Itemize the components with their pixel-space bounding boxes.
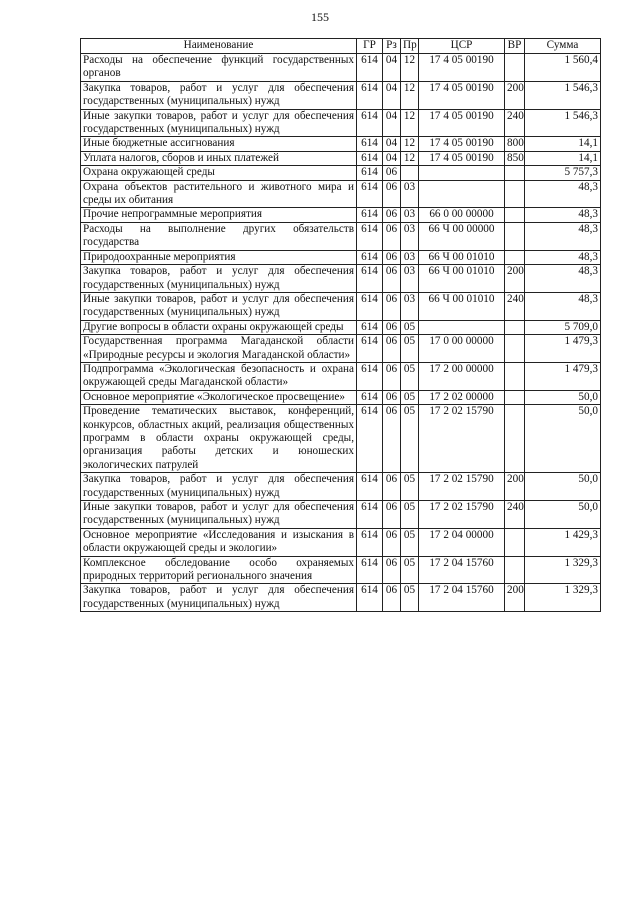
cell-rz: 04 xyxy=(383,137,401,151)
header-vr: ВР xyxy=(505,39,525,54)
cell-vr xyxy=(505,180,525,208)
cell-pr: 05 xyxy=(401,320,419,334)
cell-gr: 614 xyxy=(357,208,383,222)
cell-sum: 48,3 xyxy=(525,222,601,250)
table-row xyxy=(81,501,601,529)
cell-sum: 14,1 xyxy=(525,151,601,165)
cell-pr: 05 xyxy=(401,362,419,390)
table-row xyxy=(81,81,601,109)
cell-rz: 06 xyxy=(383,320,401,334)
cell-pr: 05 xyxy=(401,556,419,584)
cell-gr: 614 xyxy=(357,405,383,473)
cell-gr: 614 xyxy=(357,222,383,250)
cell-pr xyxy=(401,166,419,180)
cell-pr: 03 xyxy=(401,180,419,208)
cell-vr xyxy=(505,556,525,584)
cell-pr: 03 xyxy=(401,250,419,264)
cell-sum: 1 560,4 xyxy=(525,54,601,82)
header-gr: ГР xyxy=(357,39,383,54)
table-row xyxy=(81,390,601,404)
table-row xyxy=(81,151,601,165)
cell-sum: 1 329,3 xyxy=(525,556,601,584)
cell-csr: 66 Ч 00 00000 xyxy=(419,222,505,250)
cell-vr xyxy=(505,208,525,222)
cell-pr: 05 xyxy=(401,405,419,473)
cell-rz: 06 xyxy=(383,473,401,501)
cell-gr: 614 xyxy=(357,473,383,501)
table-row xyxy=(81,405,601,473)
cell-gr: 614 xyxy=(357,166,383,180)
cell-csr: 17 4 05 00190 xyxy=(419,54,505,82)
cell-name: Расходы на выполнение других обязательств государства xyxy=(81,222,357,250)
cell-rz: 06 xyxy=(383,222,401,250)
cell-sum: 48,3 xyxy=(525,180,601,208)
budget-table xyxy=(80,38,601,612)
cell-gr: 614 xyxy=(357,109,383,137)
cell-rz: 06 xyxy=(383,556,401,584)
cell-name: Закупка товаров, работ и услуг для обеспечения государственных (муниципальных) нужд xyxy=(81,81,357,109)
cell-csr: 17 4 05 00190 xyxy=(419,81,505,109)
cell-sum: 1 429,3 xyxy=(525,528,601,556)
table-row xyxy=(81,208,601,222)
cell-name: Природоохранные мероприятия xyxy=(81,250,357,264)
header-name: Наименование xyxy=(81,39,357,54)
cell-vr: 240 xyxy=(505,292,525,320)
cell-csr: 17 4 05 00190 xyxy=(419,109,505,137)
table-row xyxy=(81,584,601,612)
header-csr: ЦСР xyxy=(419,39,505,54)
cell-gr: 614 xyxy=(357,81,383,109)
cell-vr: 850 xyxy=(505,151,525,165)
cell-csr: 17 2 02 15790 xyxy=(419,473,505,501)
table-body xyxy=(81,54,601,612)
cell-sum: 48,3 xyxy=(525,250,601,264)
cell-pr: 05 xyxy=(401,501,419,529)
cell-pr: 03 xyxy=(401,208,419,222)
cell-name: Закупка товаров, работ и услуг для обеспечения государственных (муниципальных) нужд xyxy=(81,265,357,293)
cell-sum: 48,3 xyxy=(525,208,601,222)
cell-sum: 5 709,0 xyxy=(525,320,601,334)
cell-pr: 03 xyxy=(401,222,419,250)
cell-name: Закупка товаров, работ и услуг для обеспечения государственных (муниципальных) нужд xyxy=(81,473,357,501)
cell-vr xyxy=(505,335,525,363)
cell-csr xyxy=(419,166,505,180)
cell-csr: 66 0 00 00000 xyxy=(419,208,505,222)
cell-vr: 200 xyxy=(505,81,525,109)
cell-name: Иные закупки товаров, работ и услуг для обеспечения государственных (муниципальных) нужд xyxy=(81,109,357,137)
cell-gr: 614 xyxy=(357,151,383,165)
cell-pr: 12 xyxy=(401,137,419,151)
table-row xyxy=(81,528,601,556)
cell-vr xyxy=(505,250,525,264)
cell-rz: 06 xyxy=(383,405,401,473)
table-row xyxy=(81,109,601,137)
cell-gr: 614 xyxy=(357,556,383,584)
cell-sum: 1 546,3 xyxy=(525,109,601,137)
cell-pr: 12 xyxy=(401,109,419,137)
cell-rz: 06 xyxy=(383,528,401,556)
cell-vr: 800 xyxy=(505,137,525,151)
cell-pr: 03 xyxy=(401,292,419,320)
cell-pr: 12 xyxy=(401,54,419,82)
cell-vr: 200 xyxy=(505,473,525,501)
cell-sum: 14,1 xyxy=(525,137,601,151)
cell-csr xyxy=(419,320,505,334)
cell-sum: 50,0 xyxy=(525,501,601,529)
cell-name: Основное мероприятие «Экологическое просвещение» xyxy=(81,390,357,404)
cell-vr: 200 xyxy=(505,265,525,293)
cell-sum: 5 757,3 xyxy=(525,166,601,180)
cell-rz: 06 xyxy=(383,362,401,390)
cell-csr: 17 2 02 15790 xyxy=(419,501,505,529)
cell-gr: 614 xyxy=(357,362,383,390)
cell-rz: 06 xyxy=(383,390,401,404)
cell-vr xyxy=(505,528,525,556)
cell-name: Другие вопросы в области охраны окружающей среды xyxy=(81,320,357,334)
cell-csr: 17 4 05 00190 xyxy=(419,137,505,151)
cell-rz: 06 xyxy=(383,265,401,293)
cell-vr xyxy=(505,405,525,473)
cell-name: Закупка товаров, работ и услуг для обеспечения государственных (муниципальных) нужд xyxy=(81,584,357,612)
cell-name: Подпрограмма «Экологическая безопасность и охрана окружающей среды Магаданской области» xyxy=(81,362,357,390)
cell-gr: 614 xyxy=(357,528,383,556)
cell-vr xyxy=(505,166,525,180)
cell-gr: 614 xyxy=(357,335,383,363)
cell-rz: 04 xyxy=(383,109,401,137)
cell-pr: 05 xyxy=(401,528,419,556)
cell-csr: 17 2 02 15790 xyxy=(419,405,505,473)
cell-gr: 614 xyxy=(357,320,383,334)
cell-csr: 66 Ч 00 01010 xyxy=(419,265,505,293)
cell-name: Иные бюджетные ассигнования xyxy=(81,137,357,151)
cell-pr: 03 xyxy=(401,265,419,293)
header-pr: Пр xyxy=(401,39,419,54)
cell-rz: 06 xyxy=(383,292,401,320)
cell-vr xyxy=(505,222,525,250)
cell-sum: 50,0 xyxy=(525,405,601,473)
cell-csr: 17 2 02 00000 xyxy=(419,390,505,404)
cell-gr: 614 xyxy=(357,584,383,612)
cell-sum: 48,3 xyxy=(525,265,601,293)
cell-name: Прочие непрограммные мероприятия xyxy=(81,208,357,222)
table-row xyxy=(81,473,601,501)
cell-gr: 614 xyxy=(357,137,383,151)
cell-name: Иные закупки товаров, работ и услуг для обеспечения государственных (муниципальных) нужд xyxy=(81,292,357,320)
cell-vr xyxy=(505,320,525,334)
table-row xyxy=(81,222,601,250)
table-header-row xyxy=(81,39,601,54)
cell-rz: 04 xyxy=(383,54,401,82)
cell-vr xyxy=(505,54,525,82)
table-row xyxy=(81,320,601,334)
cell-vr: 240 xyxy=(505,109,525,137)
page-number: 155 xyxy=(311,10,329,24)
cell-csr: 17 4 05 00190 xyxy=(419,151,505,165)
cell-name: Основное мероприятие «Исследования и изыскания в области окружающей среды и экологии» xyxy=(81,528,357,556)
header-sum: Сумма xyxy=(525,39,601,54)
cell-gr: 614 xyxy=(357,250,383,264)
cell-pr: 12 xyxy=(401,151,419,165)
table-row xyxy=(81,335,601,363)
cell-rz: 06 xyxy=(383,250,401,264)
cell-sum: 50,0 xyxy=(525,390,601,404)
cell-vr xyxy=(505,362,525,390)
cell-rz: 06 xyxy=(383,584,401,612)
cell-gr: 614 xyxy=(357,292,383,320)
cell-rz: 06 xyxy=(383,166,401,180)
cell-gr: 614 xyxy=(357,501,383,529)
cell-pr: 05 xyxy=(401,390,419,404)
cell-vr xyxy=(505,390,525,404)
cell-gr: 614 xyxy=(357,265,383,293)
cell-rz: 06 xyxy=(383,501,401,529)
table-row xyxy=(81,556,601,584)
cell-csr: 17 2 04 15760 xyxy=(419,584,505,612)
table-row xyxy=(81,362,601,390)
cell-gr: 614 xyxy=(357,180,383,208)
cell-name: Охрана окружающей среды xyxy=(81,166,357,180)
cell-name: Расходы на обеспечение функций государственных органов xyxy=(81,54,357,82)
cell-pr: 05 xyxy=(401,584,419,612)
cell-csr: 17 2 04 00000 xyxy=(419,528,505,556)
cell-name: Иные закупки товаров, работ и услуг для обеспечения государственных (муниципальных) нужд xyxy=(81,501,357,529)
cell-csr: 66 Ч 00 01010 xyxy=(419,250,505,264)
cell-csr: 66 Ч 00 01010 xyxy=(419,292,505,320)
table-row xyxy=(81,54,601,82)
cell-vr: 200 xyxy=(505,584,525,612)
table-row xyxy=(81,265,601,293)
cell-rz: 06 xyxy=(383,180,401,208)
table-row xyxy=(81,292,601,320)
table-row xyxy=(81,137,601,151)
cell-sum: 50,0 xyxy=(525,473,601,501)
cell-rz: 06 xyxy=(383,208,401,222)
cell-vr: 240 xyxy=(505,501,525,529)
header-rz: Рз xyxy=(383,39,401,54)
cell-name: Охрана объектов растительного и животного мира и среды их обитания xyxy=(81,180,357,208)
table-row xyxy=(81,166,601,180)
cell-csr xyxy=(419,180,505,208)
cell-name: Государственная программа Магаданской области «Природные ресурсы и экология Магаданской области» xyxy=(81,335,357,363)
cell-pr: 05 xyxy=(401,473,419,501)
cell-csr: 17 2 00 00000 xyxy=(419,362,505,390)
cell-rz: 04 xyxy=(383,81,401,109)
cell-csr: 17 2 04 15760 xyxy=(419,556,505,584)
cell-rz: 06 xyxy=(383,335,401,363)
cell-name: Уплата налогов, сборов и иных платежей xyxy=(81,151,357,165)
cell-pr: 05 xyxy=(401,335,419,363)
cell-csr: 17 0 00 00000 xyxy=(419,335,505,363)
table-row xyxy=(81,180,601,208)
cell-sum: 1 479,3 xyxy=(525,335,601,363)
table-row xyxy=(81,250,601,264)
cell-name: Проведение тематических выставок, конференций, конкурсов, областных акций, реализация общественных программ в области охраны окружающей среды, организация работы детских и юношеских экологических патрулей xyxy=(81,405,357,473)
cell-sum: 48,3 xyxy=(525,292,601,320)
cell-pr: 12 xyxy=(401,81,419,109)
cell-gr: 614 xyxy=(357,54,383,82)
cell-sum: 1 479,3 xyxy=(525,362,601,390)
cell-rz: 04 xyxy=(383,151,401,165)
cell-sum: 1 329,3 xyxy=(525,584,601,612)
cell-name: Комплексное обследование особо охраняемых природных территорий регионального значения xyxy=(81,556,357,584)
cell-gr: 614 xyxy=(357,390,383,404)
cell-sum: 1 546,3 xyxy=(525,81,601,109)
